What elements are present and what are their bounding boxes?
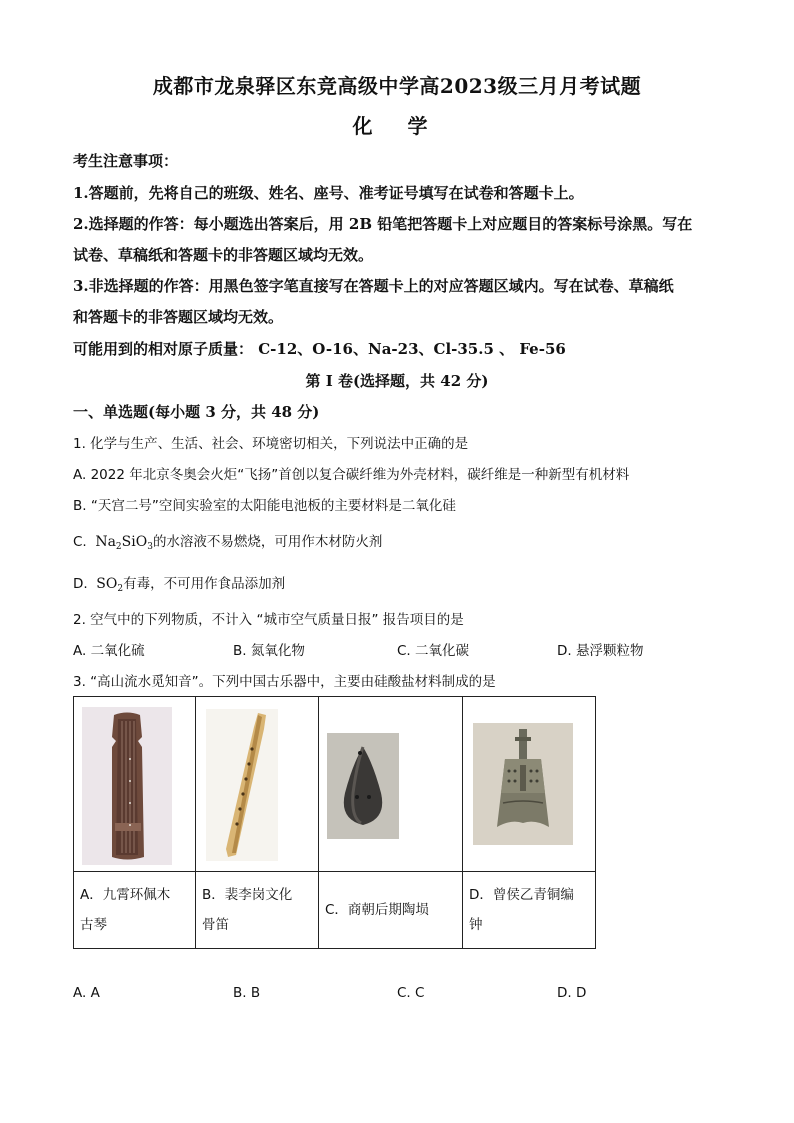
subject-title: 化 学 [352,114,442,138]
exam-title: 成都市龙泉驿区东竞高级中学高2023级三月月考试题 [152,74,642,98]
q3-option-b: B. B [233,985,261,1001]
xun-image-cell [319,697,463,872]
q1-option-d-formula: $SO_2$ [96,576,124,594]
notice-item-2-line-2: 试卷、草稿纸和答题卡的非答题区域均无效。 [73,246,374,264]
bianzhong-image [473,723,573,845]
bianzhong-image-cell [463,697,596,872]
q1-stem: 1. 化学与生产、生活、社会、环境密切相关，下列说法中正确的是 [73,436,469,452]
q1-option-b: B. “天宫二号”空间实验室的太阳能电池板的主要材料是二氧化硅 [73,498,456,514]
q1-option-a: A. 2022 年北京冬奥会火炬“飞扬”首创以复合碳纤维为外壳材料，碳纤维是一种新型有机材料 [73,467,630,483]
q2-stem: 2. 空气中的下列物质，不计入 “城市空气质量日报” 报告项目的是 [73,612,464,628]
q2-option-d: D. 悬浮颗粒物 [557,643,644,659]
bone-flute-image [206,709,278,861]
instrument-table [73,696,596,949]
q1-option-d-text: 有毒，不可用作食品添加剂 [123,576,286,592]
q1-option-c [73,530,382,552]
caption-a: A．九霄环佩木 古琴 [74,872,196,949]
notice-heading: 考生注意事项： [73,152,179,170]
q3-stem: 3. “高山流水觅知音”。下列中国古乐器中，主要由硅酸盐材料制成的是 [73,674,496,690]
q2-option-c: C. 二氧化碳 [397,643,470,659]
q1-option-d-label: D. [73,576,88,592]
guqin-image [82,707,172,865]
q1-option-c-label: C. [73,534,87,550]
notice-item-2-line-1: 2.选择题的作答：每小题选出答案后，用 2B 铅笔把答题卡上对应题目的答案标号涂黑。写在 [73,215,693,233]
section-heading: 一、单选题(每小题 3 分，共 48 分) [73,403,320,421]
caption-c: C．商朝后期陶埙 [319,872,463,949]
notice-item-1: 1.答题前，先将自己的班级、姓名、座号、准考证号填写在试卷和答题卡上。 [73,184,584,202]
guqin-image-cell [74,697,196,872]
bone-flute-image-cell [196,697,319,872]
caption-b: B．裴李岗文化 骨笛 [196,872,319,949]
q1-option-c-formula: $Na_2SiO_3$ [95,534,153,552]
q3-option-c: C. C [397,985,425,1001]
q3-option-a: A. A [73,985,100,1001]
q3-option-d: D. D [557,985,587,1001]
notice-item-3-line-1: 3.非选择题的作答：用黑色签字笔直接写在答题卡上的对应答题区域内。写在试卷、草稿纸 [73,277,674,295]
notice-item-3-line-2: 和答题卡的非答题区域均无效。 [73,308,284,326]
q1-option-c-text: 的水溶液不易燃烧，可用作木材防火剂 [152,534,383,550]
atomic-masses: 可能用到的相对原子质量： C-12、O-16、Na-23、Cl-35.5 、 Fe-56 [73,340,566,358]
part-title: 第 I 卷(选择题，共 42 分) [305,372,489,390]
xun-image [327,733,399,839]
q1-option-d [73,572,285,594]
q2-option-b: B. 氮氧化物 [233,643,305,659]
q2-option-a: A. 二氧化硫 [73,643,145,659]
caption-d: D．曾侯乙青铜编 钟 [463,872,596,949]
